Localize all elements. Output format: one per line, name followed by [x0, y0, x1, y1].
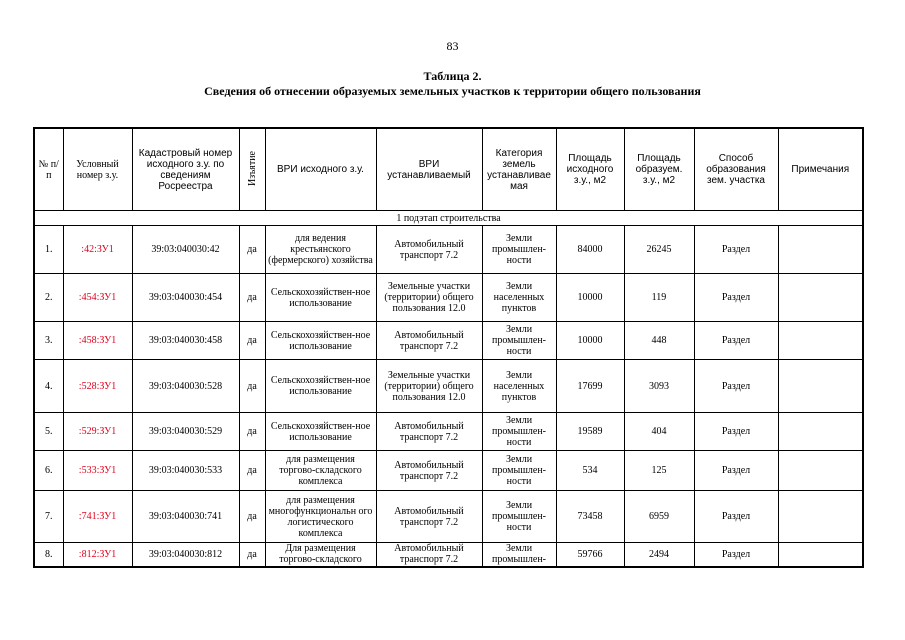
- stage-row: [34, 211, 863, 226]
- cell-seizure: да: [239, 413, 265, 451]
- cell-vri-source: для ведения крестьянского (фермерского) хозяйства: [265, 226, 376, 274]
- header-seizure-label: Изъятие: [246, 150, 258, 186]
- cell-row-number: 4.: [34, 360, 63, 413]
- cell-area-new: 2494: [624, 543, 694, 567]
- land-plots-table: [33, 127, 864, 568]
- cell-notes: [778, 543, 863, 567]
- cell-vri-new: Автомобильный транспорт 7.2: [376, 413, 482, 451]
- cell-area-source: 10000: [556, 322, 624, 360]
- table-title-line1: Таблица 2.: [423, 69, 482, 83]
- cell-vri-source: Сельскохозяйствен-ное использование: [265, 274, 376, 322]
- cell-area-source: 17699: [556, 360, 624, 413]
- cell-conditional-number: :528:ЗУ1: [63, 360, 132, 413]
- table-row: [34, 226, 863, 274]
- cell-cadastral-number: 39:03:040030:42: [132, 226, 239, 274]
- cell-area-new: 3093: [624, 360, 694, 413]
- cell-vri-new: Автомобильный транспорт 7.2: [376, 451, 482, 491]
- cell-cadastral-number: 39:03:040030:529: [132, 413, 239, 451]
- cell-vri-new: Земельные участки (территории) общего пользования 12.0: [376, 274, 482, 322]
- cell-cadastral-number: 39:03:040030:533: [132, 451, 239, 491]
- header-conditional-number: Условный номер з.у.: [63, 128, 132, 211]
- cell-row-number: 7.: [34, 491, 63, 543]
- cell-notes: [778, 413, 863, 451]
- cell-seizure: да: [239, 274, 265, 322]
- cell-area-source: 19589: [556, 413, 624, 451]
- cell-vri-source: Сельскохозяйствен-ное использование: [265, 413, 376, 451]
- cell-formation-method: Раздел: [694, 274, 778, 322]
- cell-land-category: Земли населенных пунктов: [482, 360, 556, 413]
- table-row: [34, 413, 863, 451]
- cell-row-number: 1.: [34, 226, 63, 274]
- cell-area-new: 26245: [624, 226, 694, 274]
- header-land-category: Категория земель устанавливае мая: [482, 128, 556, 211]
- cell-land-category: Земли промышлен-ности: [482, 322, 556, 360]
- table-title-line2: Сведения об отнесении образуемых земельных участков к территории общего пользования: [204, 84, 701, 98]
- cell-notes: [778, 226, 863, 274]
- header-seizure: [239, 128, 265, 211]
- header-formation-method: Способ образования зем. участка: [694, 128, 778, 211]
- cell-vri-source: Сельскохозяйствен-ное использование: [265, 322, 376, 360]
- table-row: [34, 322, 863, 360]
- cell-conditional-number: :741:ЗУ1: [63, 491, 132, 543]
- cell-land-category: Земли населенных пунктов: [482, 274, 556, 322]
- cell-row-number: 8.: [34, 543, 63, 567]
- header-row: [34, 128, 863, 211]
- cell-formation-method: Раздел: [694, 543, 778, 567]
- cell-land-category: Земли промышлен-ности: [482, 491, 556, 543]
- cell-vri-new: Автомобильный транспорт 7.2: [376, 543, 482, 567]
- cell-area-new: 448: [624, 322, 694, 360]
- cell-formation-method: Раздел: [694, 491, 778, 543]
- cell-area-new: 404: [624, 413, 694, 451]
- cell-vri-source: Сельскохозяйствен-ное использование: [265, 360, 376, 413]
- cell-conditional-number: :533:ЗУ1: [63, 451, 132, 491]
- header-cadastral-number: Кадастровый номер исходного з.у. по сведениям Росреестра: [132, 128, 239, 211]
- cell-vri-source: Для размещения торгово-складского: [265, 543, 376, 567]
- cell-formation-method: Раздел: [694, 226, 778, 274]
- cell-conditional-number: :458:ЗУ1: [63, 322, 132, 360]
- cell-land-category: Земли промышлен-: [482, 543, 556, 567]
- header-notes: Примечания: [778, 128, 863, 211]
- table-row: [34, 451, 863, 491]
- header-area-new: Площадь образуем. з.у., м2: [624, 128, 694, 211]
- cell-seizure: да: [239, 226, 265, 274]
- cell-area-source: 84000: [556, 226, 624, 274]
- cell-conditional-number: :42:ЗУ1: [63, 226, 132, 274]
- cell-land-category: Земли промышлен-ности: [482, 226, 556, 274]
- cell-area-source: 534: [556, 451, 624, 491]
- cell-notes: [778, 274, 863, 322]
- header-vri-source: ВРИ исходного з.у.: [265, 128, 376, 211]
- cell-cadastral-number: 39:03:040030:741: [132, 491, 239, 543]
- cell-notes: [778, 491, 863, 543]
- table-row: [34, 274, 863, 322]
- cell-conditional-number: :812:ЗУ1: [63, 543, 132, 567]
- header-vri-new: ВРИ устанавливаемый: [376, 128, 482, 211]
- table-row: [34, 360, 863, 413]
- cell-vri-source: для размещения торгово-складского комплекса: [265, 451, 376, 491]
- cell-land-category: Земли промышлен-ности: [482, 413, 556, 451]
- cell-formation-method: Раздел: [694, 360, 778, 413]
- cell-formation-method: Раздел: [694, 413, 778, 451]
- header-num: № п/п: [34, 128, 63, 211]
- cell-notes: [778, 360, 863, 413]
- cell-row-number: 2.: [34, 274, 63, 322]
- cell-row-number: 5.: [34, 413, 63, 451]
- cell-area-source: 73458: [556, 491, 624, 543]
- cell-conditional-number: :454:ЗУ1: [63, 274, 132, 322]
- cell-seizure: да: [239, 322, 265, 360]
- cell-vri-source: для размещения многофункциональн ого логистического комплекса: [265, 491, 376, 543]
- cell-area-new: 125: [624, 451, 694, 491]
- cell-seizure: да: [239, 360, 265, 413]
- page-number: 83: [446, 39, 459, 53]
- stage-label: 1 подэтап строительства: [34, 211, 863, 226]
- table-row: [34, 543, 863, 567]
- header-area-source: Площадь исходного з.у., м2: [556, 128, 624, 211]
- cell-vri-new: Земельные участки (территории) общего пользования 12.0: [376, 360, 482, 413]
- cell-seizure: да: [239, 451, 265, 491]
- cell-notes: [778, 322, 863, 360]
- cell-area-source: 10000: [556, 274, 624, 322]
- cell-cadastral-number: 39:03:040030:458: [132, 322, 239, 360]
- table-title: [0, 69, 905, 99]
- cell-cadastral-number: 39:03:040030:812: [132, 543, 239, 567]
- cell-vri-new: Автомобильный транспорт 7.2: [376, 322, 482, 360]
- cell-area-source: 59766: [556, 543, 624, 567]
- cell-land-category: Земли промышлен-ности: [482, 451, 556, 491]
- cell-row-number: 3.: [34, 322, 63, 360]
- cell-area-new: 6959: [624, 491, 694, 543]
- cell-notes: [778, 451, 863, 491]
- cell-cadastral-number: 39:03:040030:528: [132, 360, 239, 413]
- cell-formation-method: Раздел: [694, 451, 778, 491]
- cell-seizure: да: [239, 491, 265, 543]
- cell-vri-new: Автомобильный транспорт 7.2: [376, 491, 482, 543]
- cell-formation-method: Раздел: [694, 322, 778, 360]
- cell-cadastral-number: 39:03:040030:454: [132, 274, 239, 322]
- cell-vri-new: Автомобильный транспорт 7.2: [376, 226, 482, 274]
- cell-row-number: 6.: [34, 451, 63, 491]
- cell-conditional-number: :529:ЗУ1: [63, 413, 132, 451]
- cell-seizure: да: [239, 543, 265, 567]
- table-row: [34, 491, 863, 543]
- cell-area-new: 119: [624, 274, 694, 322]
